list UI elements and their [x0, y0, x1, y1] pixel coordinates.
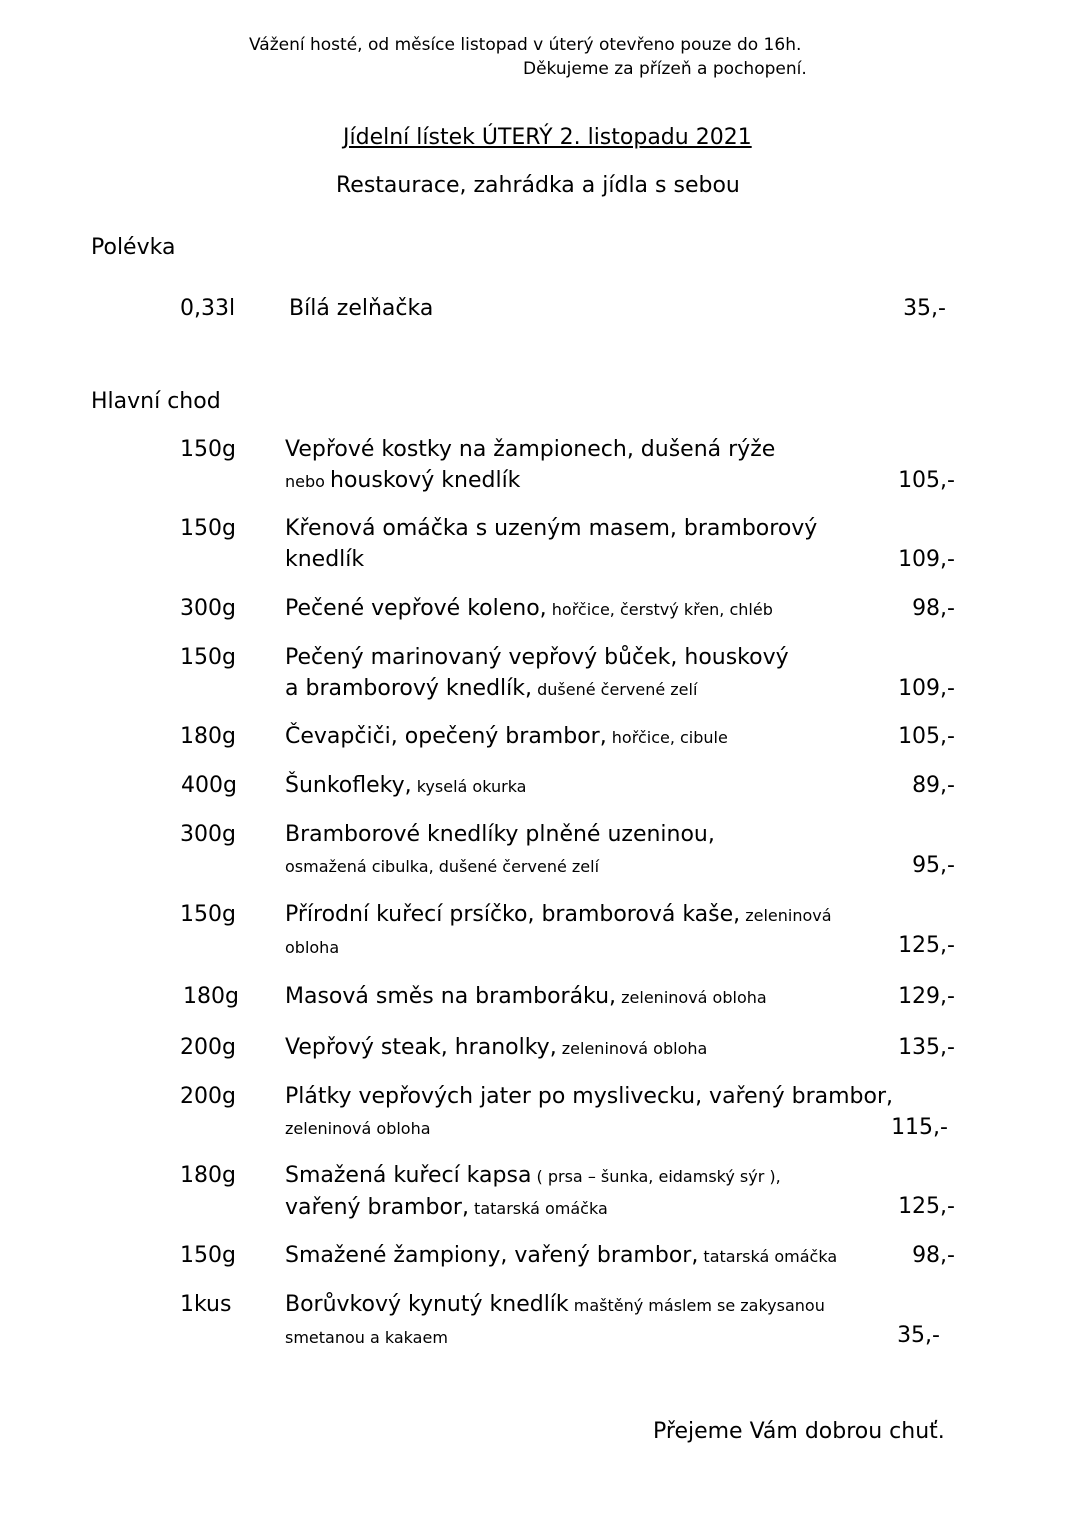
- dish-side-note: zeleninová: [740, 906, 832, 925]
- dish-name-continued: houskový knedlík: [330, 468, 521, 493]
- dish-name: Pečený marinovaný vepřový bůček, houskový: [285, 645, 789, 670]
- dish-side-note: zeleninová obloha: [285, 1119, 431, 1138]
- dish-side-note: smetanou a kakaem: [285, 1328, 448, 1347]
- dish-line-1: [285, 1081, 893, 1112]
- section-heading-soup: Polévka: [91, 235, 176, 260]
- dish-price: 109,-: [898, 676, 955, 701]
- notice-line-1: Vážení hosté, od měsíce listopad v úterý otevřeno pouze do 16h.: [249, 35, 802, 55]
- dish-name: Bramborové knedlíky plněné uzeninou,: [285, 822, 715, 847]
- dish-line-1: [285, 770, 526, 802]
- dish-line-2: [285, 1112, 893, 1144]
- dish-name: Vepřový steak, hranolky,: [285, 1035, 557, 1060]
- dish-line-1: [285, 1289, 825, 1321]
- dish-amount: 300g: [180, 596, 236, 621]
- dish-description: [285, 513, 817, 575]
- dish-name: Smažené žampiony, vařený brambor,: [285, 1243, 699, 1268]
- dish-amount: 200g: [180, 1035, 236, 1060]
- dish-name: Křenová omáčka s uzeným masem, bramborový: [285, 516, 818, 541]
- dish-line-1: [285, 819, 715, 850]
- dish-amount: 200g: [180, 1084, 236, 1109]
- dish-price: 125,-: [898, 933, 955, 958]
- dish-name: Přírodní kuřecí prsíčko, bramborová kaše,: [285, 902, 741, 927]
- dish-name: Plátky vepřových jater po myslivecku, vařený brambor,: [285, 1084, 893, 1109]
- dish-side-note: maštěný máslem se zakysanou: [568, 1296, 825, 1315]
- dish-amount: 150g: [180, 645, 236, 670]
- dish-name: Vepřové kostky na žampionech, dušená rýže: [285, 437, 776, 462]
- dish-line-1: [285, 1032, 707, 1064]
- dish-description: [285, 1032, 707, 1064]
- dish-line-1: [285, 593, 773, 625]
- dish-description: [285, 642, 789, 705]
- dish-description: [285, 819, 715, 882]
- menu-title: Jídelní lístek ÚTERÝ 2. listopadu 2021: [343, 125, 752, 150]
- dish-side-note: hořčice, cibule: [606, 728, 728, 747]
- dish-line-1: [285, 513, 817, 544]
- dish-line-2: [285, 465, 775, 497]
- dish-description: [285, 593, 773, 625]
- dish-line-1: [285, 1240, 837, 1272]
- dish-description: [285, 721, 728, 753]
- dish-amount: 150g: [180, 437, 236, 462]
- menu-subtitle: Restaurace, zahrádka a jídla s sebou: [336, 173, 740, 198]
- dish-line-2: [285, 544, 817, 575]
- dish-price: 98,-: [912, 1243, 955, 1268]
- dish-amount: 150g: [180, 902, 236, 927]
- dish-price: 125,-: [898, 1194, 955, 1219]
- soup-price: 35,-: [903, 296, 946, 321]
- dish-amount: 400g: [181, 773, 237, 798]
- dish-name: Masová směs na bramboráku,: [285, 984, 617, 1009]
- dish-side-note: dušené červené zelí: [532, 680, 698, 699]
- dish-side-note: tatarská omáčka: [698, 1247, 838, 1266]
- soup-name: Bílá zelňačka: [289, 296, 434, 321]
- dish-side-note: obloha: [285, 938, 340, 957]
- dish-amount: 180g: [180, 724, 236, 749]
- dish-description: [285, 1160, 781, 1224]
- dish-description: [285, 1240, 837, 1272]
- dish-amount: 180g: [183, 984, 239, 1009]
- dish-amount: 1kus: [180, 1292, 232, 1317]
- closing-message: Přejeme Vám dobrou chuť.: [653, 1419, 945, 1444]
- dish-name: Šunkofleky,: [285, 773, 412, 798]
- dish-amount: 150g: [180, 516, 236, 541]
- dish-name: Čevapčiči, opečený brambor,: [285, 724, 607, 749]
- dish-price: 105,-: [898, 724, 955, 749]
- dish-line-1: [285, 1160, 781, 1192]
- dish-line-2: [285, 1192, 781, 1224]
- dish-line-1: [285, 981, 767, 1013]
- dish-side-note: ( prsa – šunka, eidamský sýr ),: [531, 1167, 781, 1186]
- dish-price: 98,-: [912, 596, 955, 621]
- section-heading-main: Hlavní chod: [91, 389, 221, 414]
- notice-line-2: Děkujeme za přízeň a pochopení.: [523, 59, 807, 79]
- dish-price: 95,-: [912, 853, 955, 878]
- dish-line-1: [285, 434, 775, 465]
- dish-side-note: nebo: [285, 472, 331, 491]
- soup-amount: 0,33l: [180, 296, 236, 321]
- dish-name-continued: vařený brambor,: [285, 1195, 469, 1220]
- dish-side-note: kyselá okurka: [411, 777, 527, 796]
- dish-price: 115,-: [891, 1115, 948, 1140]
- dish-amount: 180g: [180, 1163, 236, 1188]
- dish-side-note: osmažená cibulka, dušené červené zelí: [285, 857, 600, 876]
- dish-name: Smažená kuřecí kapsa: [285, 1163, 532, 1188]
- dish-description: [285, 1289, 825, 1353]
- dish-line-2: [285, 1321, 825, 1353]
- dish-line-1: [285, 721, 728, 753]
- dish-description: [285, 1081, 893, 1144]
- dish-price: 129,-: [898, 984, 955, 1009]
- dish-price: 35,-: [897, 1323, 940, 1348]
- dish-description: [285, 770, 526, 802]
- dish-amount: 300g: [180, 822, 236, 847]
- dish-line-2: [285, 850, 715, 882]
- dish-description: [285, 434, 775, 497]
- dish-price: 135,-: [898, 1035, 955, 1060]
- dish-line-1: [285, 899, 832, 931]
- dish-side-note: hořčice, čerstvý křen, chléb: [546, 600, 773, 619]
- dish-side-note: tatarská omáčka: [468, 1199, 608, 1218]
- dish-price: 105,-: [898, 468, 955, 493]
- dish-name: Borůvkový kynutý knedlík: [285, 1292, 569, 1317]
- dish-name: Pečené vepřové koleno,: [285, 596, 547, 621]
- dish-name-continued: knedlík: [285, 547, 365, 572]
- dish-price: 89,-: [912, 773, 955, 798]
- dish-amount: 150g: [180, 1243, 236, 1268]
- dish-line-2: [285, 673, 789, 705]
- dish-line-2: [285, 931, 832, 963]
- dish-price: 109,-: [898, 547, 955, 572]
- dish-name-continued: a bramborový knedlík,: [285, 676, 533, 701]
- dish-line-1: [285, 642, 789, 673]
- dish-side-note: zeleninová obloha: [556, 1039, 708, 1058]
- dish-description: [285, 899, 832, 963]
- dish-side-note: zeleninová obloha: [616, 988, 767, 1007]
- dish-description: [285, 981, 767, 1013]
